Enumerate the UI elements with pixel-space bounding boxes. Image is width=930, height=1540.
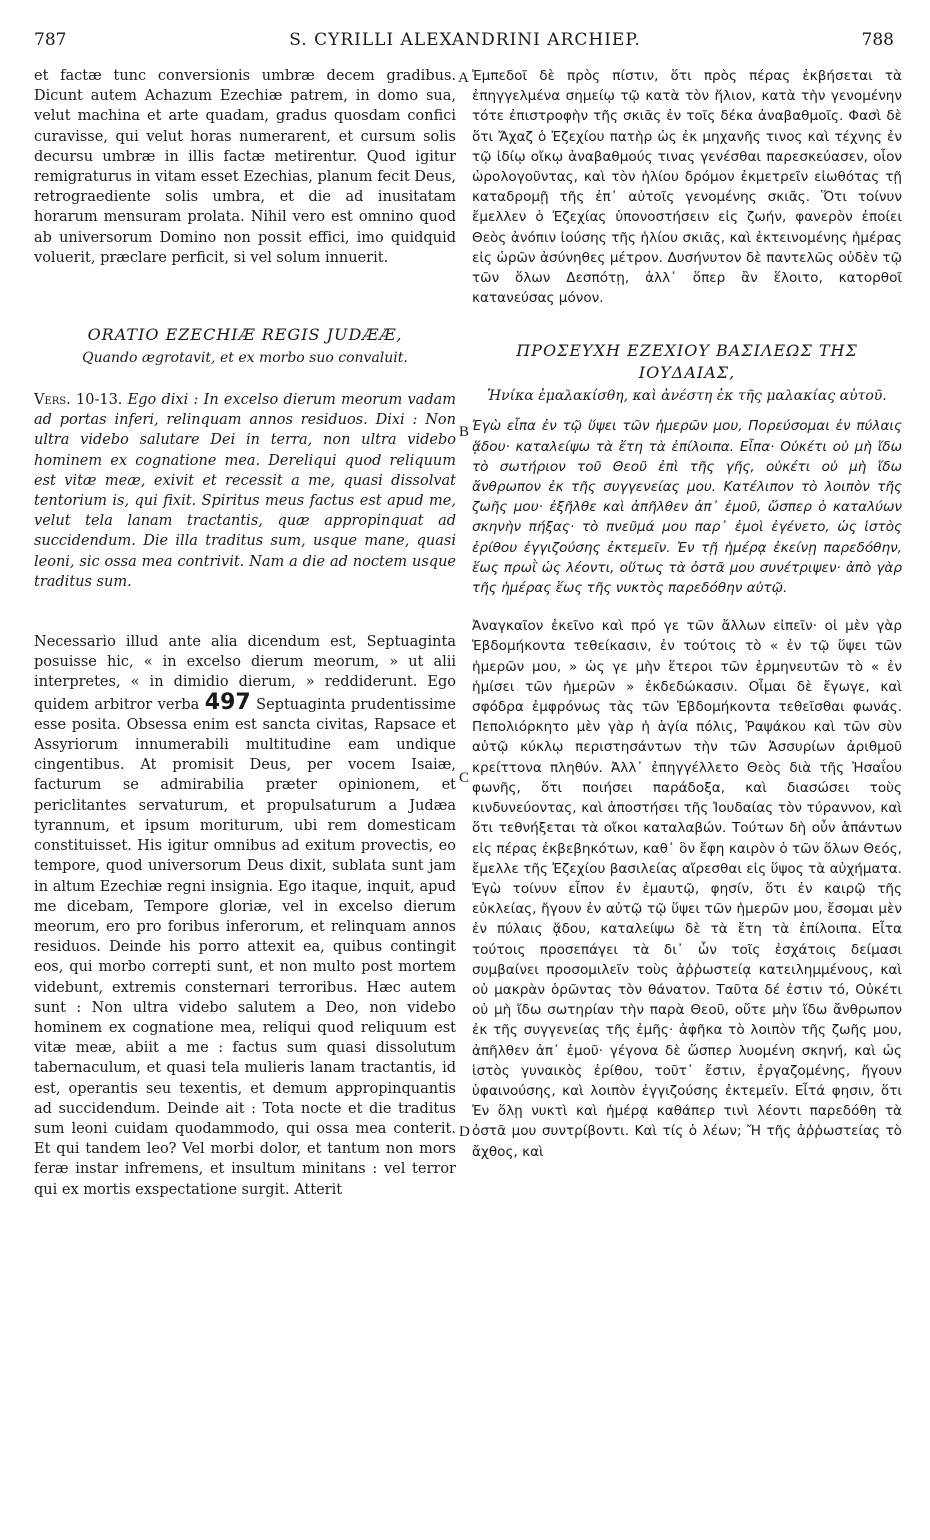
latin-commentary-b: Septuaginta prudentissime esse posita. Obsessa enim est sancta civitas, Rapsace et Assyriorum innumerabili multitudine eam undique cingentibus. At promisit Deus, per vocem Isaiæ, facturum se admirabilia præter opinionem, et periclitantes servaturum, et propulsaturum a Judæa tyrannum, et ipsum moriturum, ubi rem domesticam constituisset. His igitur omnibus ad exitum provectis, eo tempore, quod universorum Deus dixit, sublata sunt jam in altum Ezechiæ regni insignia. Ego itaque, inquit, apud me dicebam, Tempore gloriæ, vel in excelso dierum meorum, ero pro foribus inferorum, et relinquam annos residuos. Deinde his porro attexit ea, quibus contingit eos, qui morbo correpti sunt, et non multo post mortem videbunt, extremis consternari terroribus. Hæc autem sunt : Non ultra videbo salutem a Deo, non videbo hominem ex cognatione mea, reliqui quod reliquum est vitæ meæ, abiit a me : factus sum quasi dissolutum tabernaculum, et quasi tela mulieris lanam tractantis, id est, operantis seu texentis, et demum appropinquantis ad succidendum. Deinde ait : Tota nocte et die traditus sum leoni cuidam quodammodo, qui ossa mea conterit. Et qui tandem leo? Vel morbi dolor, et tantum non mors feræ instar infremens, et insultum minitans : vel terror qui ex mortis exspectatione surgit. Atterit xyxy=(34,696,456,1198)
latin-verse-text: Ego dixi : In excelso dierum meorum vadam ad portas inferi, relinquam annos residuos. Dixi : Non ultra videbo salutare Dei in terra, non ultra videbo hominem ex cognatione mea. Dereliqui quod reliquum est vitæ meæ, exivit et recessit a me, quasi dissolvat tentorium is, qui fixit. Spiritus meus factus est apud me, velut tela lanam tractantis, quæ appropinquat ad succidendum. Die illa traditus sum, usque mane, quasi leoni, sic ossa mea contrivit. Nam a die ad noctem usque traditus sum. xyxy=(34,392,456,590)
greek-verse: Ἐγὼ εἶπα ἐν τῷ ὕψει τῶν ἡμερῶν μου, Πορεύσομαι ἐν πύλαις ᾅδου· καταλείψω τὰ ἔτη τὰ ἐπίλοιπα. Εἶπα· Οὐκέτι οὐ μὴ ἴδω τὸ σωτήριον τοῦ Θεοῦ ἐπὶ τῆς γῆς, οὐκέτι οὐ μὴ ἴδω ἄνθρωπον ἐκ τῆς συγγενείας μου. Κατέλιπον τὸ λοιπὸν τῆς ζωῆς μου· ἐξῆλθε καὶ ἀπῆλθεν ἀπ᾽ ἐμοῦ, ὥσπερ ὁ καταλύων σκηνὴν πήξας· τὸ πνεῦμά μου παρ᾽ ἐμοὶ ἐγένετο, ὡς ἱστὸς ἐρίθου ἐγγιζούσης ἐκτεμεῖν. Ἐν τῇ ἡμέρᾳ ἐκείνῃ παρεδόθην, ἕως πρωῒ ὡς λέοντι, οὕτως τὰ ὀστᾶ μου συνέτριψεν· ἀπὸ γὰρ τῆς ἡμέρας ἕως τῆς νυκτὸς παρεδόθην αὐτῷ. xyxy=(472,418,902,597)
latin-verse xyxy=(34,390,456,592)
greek-subheading: Ἡνίκα ἐμαλακίσθη, καὶ ἀνέστη ἐκ τῆς μαλακίας αὐτοῦ. xyxy=(487,388,887,405)
page-number-left: 787 xyxy=(34,30,67,50)
verse-label: Vers. 10-13. xyxy=(34,392,123,409)
greek-heading: ΠΡΟΣΕΥΧΗ ΕΖΕΧΙΟΥ ΒΑΣΙΛΕΩΣ ΤΗΣ ΙΟΥΔΑΙΑΣ, xyxy=(516,341,858,383)
column-number: 497 xyxy=(204,689,251,715)
latin-column xyxy=(34,66,456,1200)
latin-commentary xyxy=(34,632,456,1200)
running-title: S. CYRILLI ALEXANDRINI ARCHIEP. xyxy=(289,30,641,50)
margin-marker-c: C xyxy=(459,770,470,786)
latin-commentary-a: Necessario illud ante alia dicendum est, Septuaginta posuisse hic, « in excelso dierum meorum, » ut alii interpretes, « in dimidio dierum, » reddiderunt. Ego quidem arbitror verba xyxy=(34,634,456,713)
page-header xyxy=(30,30,900,60)
page-number-right: 788 xyxy=(861,30,894,50)
latin-heading: ORATIO EZECHIÆ REGIS JUDÆÆ, xyxy=(87,325,403,345)
greek-paragraph-1: Ἐμπεδοῖ δὲ πρὸς πίστιν, ὅτι πρὸς πέρας ἐκβήσεται τὰ ἐπηγγελμένα σημείῳ τῷ κατὰ τὸν ἥλιον, κατὰ τὴν γενομένην τότε ἐπιστροφὴν τῆς σκιᾶς ἐν τοῖς δέκα ἀναβαθμοῖς. Φασὶ δὲ ὅτι Ἄχαζ ὁ Ἐζεχίου πατὴρ ὡς ἐκ μηχανῆς τινος καὶ τέχνης ἐν τῷ ἰδίῳ οἴκῳ ἀναβαθμούς τινας γενέσθαι παρεσκεύασεν, οἷον ὡρολογοῦντας, καὶ τὸν ἡλίου δρόμον ἐκμετρεῖν εἰωθότας τῇ καταδρομῇ τῆς ἐπ᾽ αὐτοῖς γενομένης σκιᾶς. Ὅτι τοίνυν ἔμελλεν ὁ Ἐζεχίας ὑπονοστήσειν εἰς ζωήν, φανερὸν ἐποίει Θεὸς ἀνόπιν ἰούσης τῆς ἡλίου σκιᾶς, καὶ ἐκτεινομένης ἡμέρας εἰς ὡρῶν ἀσύνηθες μέτρον. Δυσήνυτον δὲ παντελῶς οὐδὲν τῷ τῶν ὅλων Δεσπότῃ, ἀλλ᾽ ὅπερ ἂν ἕλοιτο, κατορθοῖ κατανεύσας μόνον. xyxy=(472,68,902,307)
latin-subheading: Quando ægrotavit, et ex morbo suo convaluit. xyxy=(82,350,408,367)
greek-column xyxy=(472,66,902,1162)
margin-marker-a: A xyxy=(458,70,469,86)
latin-paragraph-1: et factæ tunc conversionis umbræ decem gradibus. Dicunt autem Achazum Ezechiæ patrem, in domo sua, velut machina et arte quadam, gradus quosdam confici curavisse, qui velut horas numerarent, et cursum solis decursu umbræ in illis factæ metirentur. Quod igitur remigraturus in vitam esset Ezechias, planum fecit Deus, retrograediente solis umbra, et die ad inusitatam horarum mensuram prolata. Nihil vero est omnino quod ab universorum Domino non possit effici, imo quidquid voluerit, præclare perficit, si vel solum innuerit. xyxy=(34,68,456,266)
margin-marker-b: B xyxy=(459,424,470,440)
margin-marker-d: D xyxy=(459,1124,470,1140)
greek-commentary: Ἀναγκαῖον ἐκεῖνο καὶ πρό γε τῶν ἄλλων εἰπεῖν· οἱ μὲν γὰρ Ἑβδομήκοντα τεθείκασιν, ἐν τούτοις τὸ « ἐν τῷ ὕψει τῶν ἡμερῶν μου, » ὡς γε μὴν ἕτεροι τῶν ἑρμηνευτῶν τὸ « ἐν ἡμίσει τῶν ἡμερῶν » ἐκδεδώκασιν. Οἶμαι δὲ ἔγωγε, καὶ σφόδρα ἐμφρόνως τὰς τῶν Ἑβδομήκοντα τεθεῖσθαι φωνάς. Πεπολιόρκητο μὲν γὰρ ἡ ἁγία πόλις, Ῥαψάκου καὶ τῶν σὺν αὐτῷ κύκλῳ περιστησάντων τὴν τῶν Ἀσσυρίων ἀριθμοῦ κρείττονα πληθύν. Ἀλλ᾽ ἐπηγγέλλετο Θεὸς διὰ τῆς Ἡσαΐου φωνῆς, ὅτι ποιήσει παράδοξα, καὶ διασώσει τοὺς κινδυνεύοντας, καὶ ἀποστήσει τῆς Ἰουδαίας τὸν τύραννον, καὶ ὅτι τεθνήξεται τὰ οἴκοι καταλαβών. Τούτων δὴ οὖν ἁπάντων εἰς πέρας ἐκβεβηκότων, καθ᾽ ὃν ἔφη καιρὸν ὁ τῶν ὅλων Θεός, ἔμελλε τῆς Ἐζεχίου βασιλείας αἴρεσθαι εἰς ὕψος τὰ αὐχήματα. Ἐγὼ τοίνυν εἶπον ἐν ἐμαυτῷ, φησίν, ὅτι ἐν καιρῷ τῆς εὐκλείας, ἤγουν ἐν αὐτῷ τῷ ὕψει τῶν ἡμερῶν μου, ἔσομαι μὲν ἐν πύλαις ᾅδου, καταλείψω δὲ τὰ ἔτη τὰ ἐπίλοιπα. Εἶτα τούτοις προσεπάγει τὰ δι᾽ ὧν τοῖς ἐσχάτοις δείμασι συμβαίνει προσομιλεῖν τοὺς ἀῤῥωστείᾳ κατειλημμένους, καὶ οὐ μακρὰν ὁρῶντας τὸν θάνατον. Ταῦτα δέ ἐστιν τό, Οὐκέτι οὐ μὴ ἴδω σωτηρίαν τὴν παρὰ Θεοῦ, οὔτε μὴν ἴδω ἄνθρωπον ἐκ τῆς συγγενείας τῆς ἐμῆς· ἀφῆκα τὸ λοιπὸν τῆς ζωῆς μου, ἀπῆλθεν ἀπ᾽ ἐμοῦ· γέγονα δὲ ὥσπερ λυομένη σκηνή, καὶ ὡς ἱστὸς γυναικὸς ἐρίθου, τοῦτ᾽ ἔστιν, ἐργαζομένης, ἤγουν ὑφαινούσης, καὶ λοιπὸν ἐγγιζούσης ἐκτεμεῖν. Εἶτά φησιν, ὅτι Ἐν ὅλῃ νυκτὶ καὶ ἡμέρᾳ καθάπερ τινὶ λέοντι παρεδόθη τὰ ὀστᾶ μου συντρίβοντι. Καὶ τίς ὁ λέων; Ἤ τῆς ἀῤῥωστείας τὸ ἄχθος, καὶ xyxy=(472,618,902,1160)
